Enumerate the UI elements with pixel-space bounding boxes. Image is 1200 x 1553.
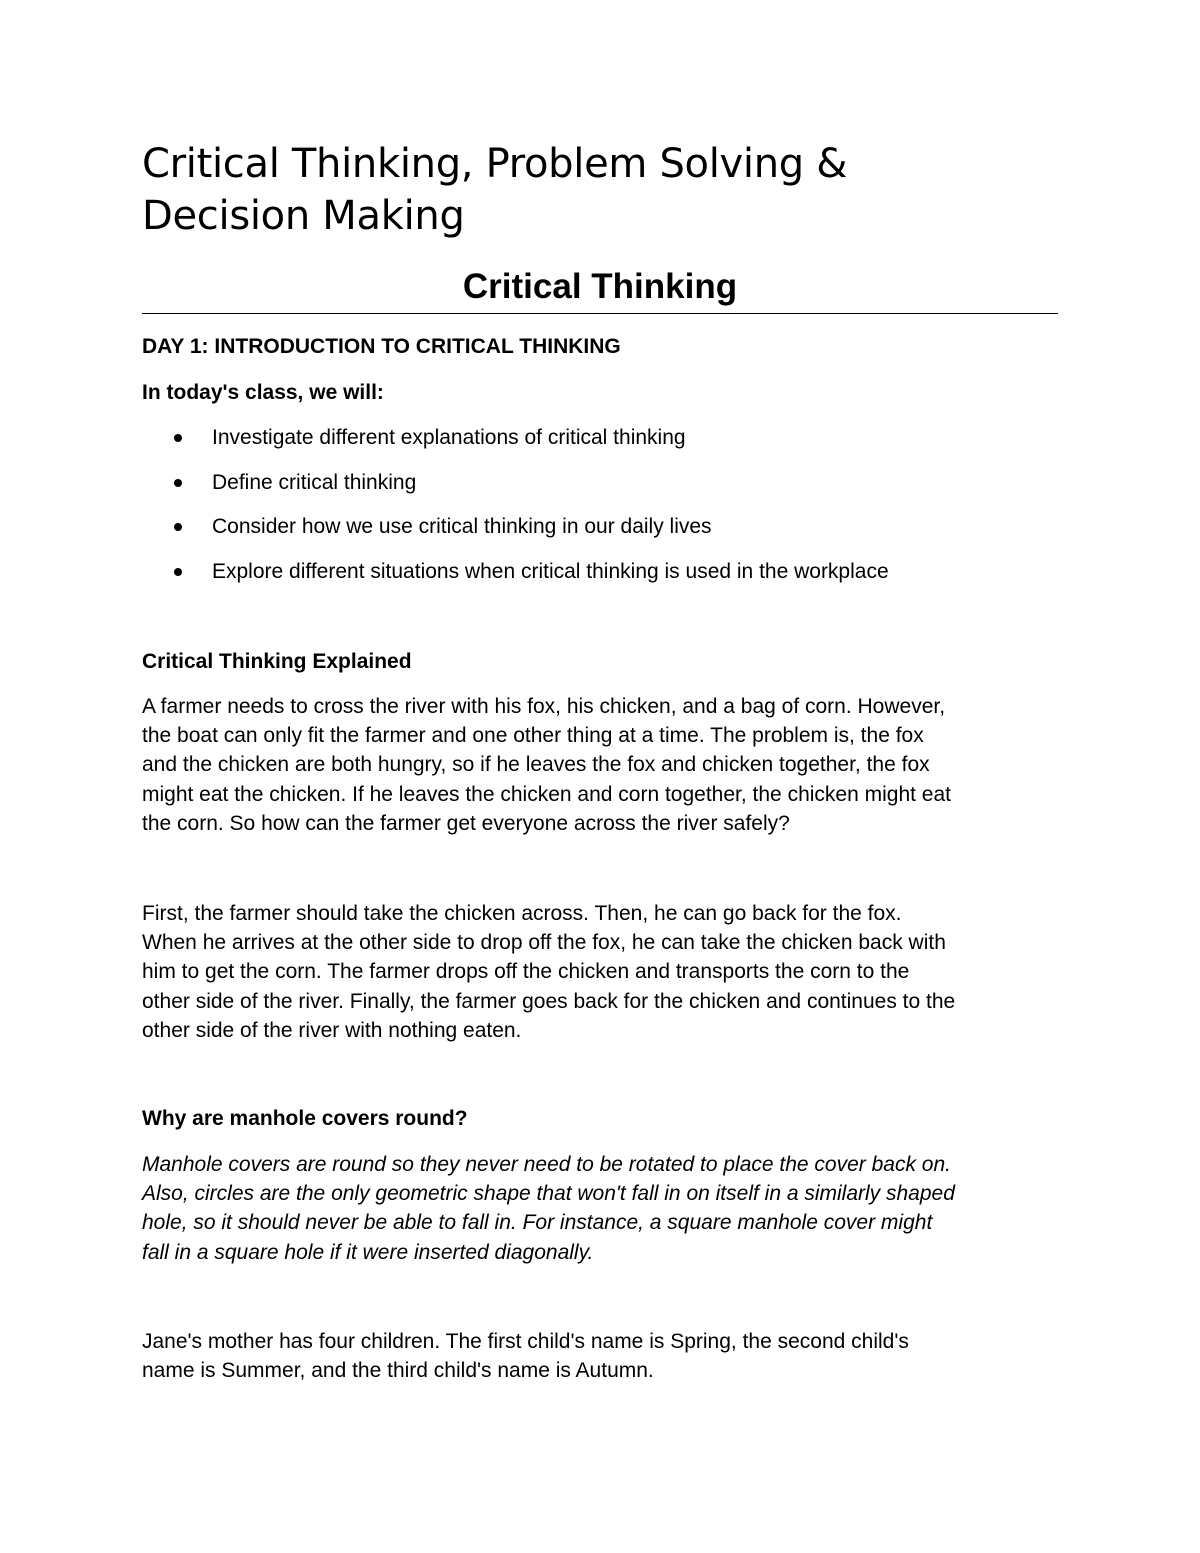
bullet-icon	[174, 568, 182, 576]
bullet-icon	[174, 479, 182, 487]
document-title-line-2: Decision Making	[142, 193, 465, 239]
document-title	[142, 138, 1058, 242]
solution-paragraph	[142, 899, 1072, 1045]
list-item	[142, 424, 889, 469]
paragraph-line: other side of the river. Finally, the farmer goes back for the chicken and continues to the	[142, 989, 956, 1013]
list-item-text: Define critical thinking	[212, 470, 417, 494]
paragraph-line: and the chicken are both hungry, so if he leaves the fox and chicken together, the fox	[142, 753, 930, 777]
list-item-text: Consider how we use critical thinking in our daily lives	[212, 515, 712, 538]
paragraph-line: the boat can only fit the farmer and one other thing at a time. The problem is, the fox	[142, 724, 924, 748]
intro-line: In today's class, we will:	[142, 381, 384, 404]
bullet-icon	[174, 434, 182, 442]
list-item-text: Investigate different explanations of critical thinking	[212, 426, 686, 449]
manhole-heading: Why are manhole covers round?	[142, 1107, 468, 1130]
list-item	[142, 558, 889, 603]
list-item	[142, 469, 889, 514]
objectives-list	[142, 424, 889, 602]
explained-heading: Critical Thinking Explained	[142, 650, 412, 673]
day-heading: DAY 1: INTRODUCTION TO CRITICAL THINKING	[142, 335, 621, 358]
document-title-line-1: Critical Thinking, Problem Solving &	[142, 141, 848, 187]
paragraph-line: Also, circles are the only geometric shape that won't fall in on itself in a similarly shaped	[142, 1182, 955, 1206]
section-heading: Critical Thinking	[142, 262, 1058, 314]
paragraph-line: fall in a square hole if it were inserted diagonally.	[142, 1240, 594, 1264]
document-page	[142, 0, 1058, 1553]
paragraph-line: hole, so it should never be able to fall in. For instance, a square manhole cover might	[142, 1211, 933, 1235]
jane-paragraph	[142, 1327, 1072, 1385]
bullet-icon	[174, 523, 182, 531]
paragraph-line: A farmer needs to cross the river with his fox, his chicken, and a bag of corn. However,	[142, 695, 946, 718]
paragraph-line: him to get the corn. The farmer drops off the chicken and transports the corn to the	[142, 960, 910, 984]
paragraph-line: Jane's mother has four children. The first child's name is Spring, the second child's	[142, 1330, 909, 1353]
paragraph-line: Manhole covers are round so they never need to be rotated to place the cover back on.	[142, 1153, 952, 1176]
list-item	[142, 513, 889, 558]
paragraph-line: When he arrives at the other side to drop off the fox, he can take the chicken back with	[142, 931, 946, 955]
riddle-paragraph	[142, 692, 1072, 838]
paragraph-line: might eat the chicken. If he leaves the chicken and corn together, the chicken might eat	[142, 782, 951, 806]
paragraph-line: name is Summer, and the third child's name is Autumn.	[142, 1359, 654, 1383]
manhole-paragraph	[142, 1150, 1072, 1267]
paragraph-line: other side of the river with nothing eaten.	[142, 1018, 522, 1042]
paragraph-line: the corn. So how can the farmer get everyone across the river safely?	[142, 811, 790, 835]
paragraph-line: First, the farmer should take the chicken across. Then, he can go back for the fox.	[142, 902, 902, 925]
list-item-text: Explore different situations when critical thinking is used in the workplace	[212, 559, 889, 583]
